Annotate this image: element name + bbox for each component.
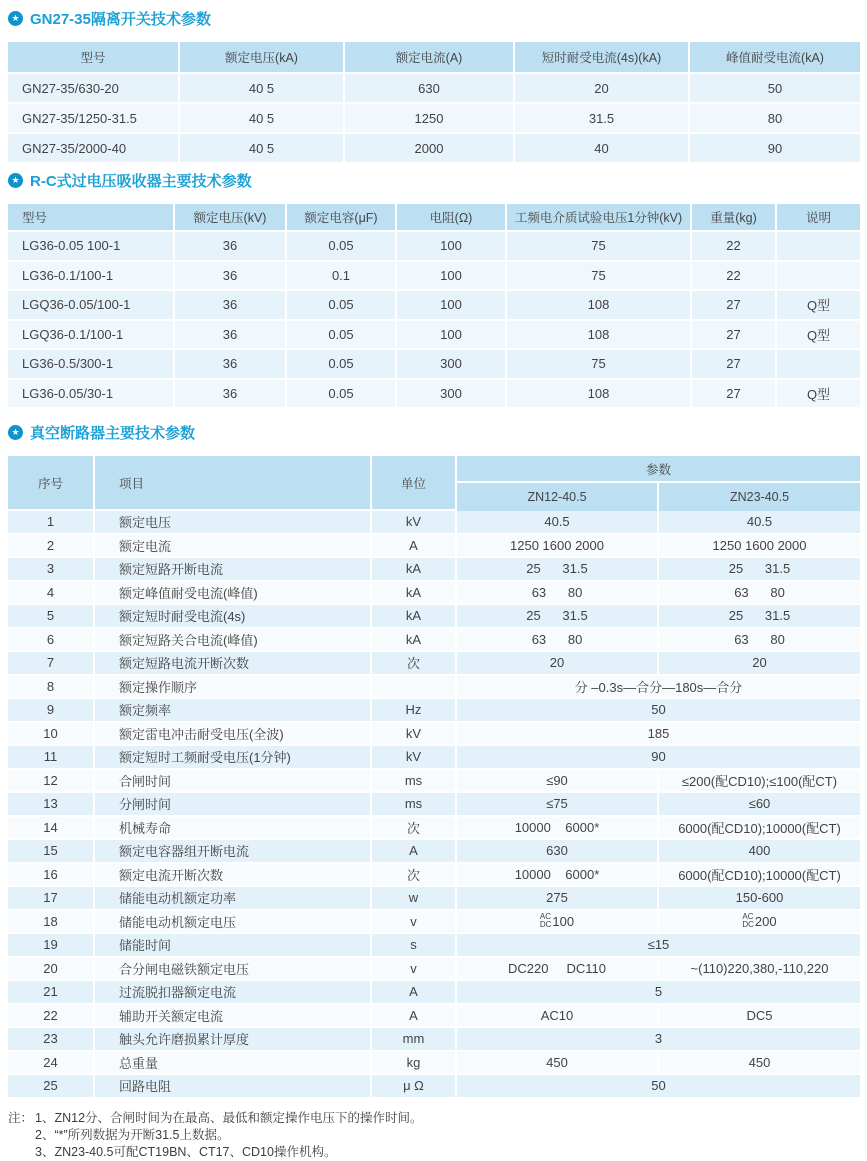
cell-value: 6000(配CD10);10000(配CT) (659, 817, 860, 841)
cell-unit: A (372, 981, 457, 1005)
cell-unit: A (372, 1005, 457, 1029)
cell-item: 过流脱扣器额定电流 (95, 981, 372, 1005)
cell-item: 储能电动机额定电压 (95, 911, 372, 935)
cell-unit: kV (372, 511, 457, 535)
cell-unit: mm (372, 1028, 457, 1052)
table-row (8, 605, 860, 629)
cell-note (777, 350, 860, 380)
cell-note (777, 232, 860, 262)
header-cell: 额定电流(A) (345, 42, 515, 74)
header-cell: 工频电介质试验电压1分钟(kV) (507, 204, 692, 232)
cell-value: 25 31.5 (457, 605, 659, 629)
cell-value: 40 5 (180, 104, 345, 134)
header-cell: 项目 (95, 456, 372, 511)
cell-value: 40 5 (180, 134, 345, 164)
cell-value: 108 (507, 291, 692, 321)
cell-no: 8 (8, 676, 95, 700)
cell-value: 108 (507, 321, 692, 351)
table-header-row (8, 456, 860, 511)
cell-no: 9 (8, 699, 95, 723)
cell-value: DC5 (659, 1005, 860, 1029)
cell-unit: Hz (372, 699, 457, 723)
cell-item: 额定电容器组开断电流 (95, 840, 372, 864)
cell-value: 108 (507, 380, 692, 410)
table-row (8, 723, 860, 747)
cell-item: 合闸时间 (95, 770, 372, 794)
gn27-parameters-table (8, 42, 860, 164)
notes-prefix: 注： (8, 1110, 34, 1125)
cell-unit: v (372, 911, 457, 935)
cell-value: 63 80 (659, 582, 860, 606)
cell-model: LGQ36-0.05/100-1 (8, 291, 175, 321)
cell-unit (372, 676, 457, 700)
cell-no: 10 (8, 723, 95, 747)
table-row (8, 958, 860, 982)
cell-no: 13 (8, 793, 95, 817)
table-row (8, 350, 860, 380)
cell-value: 25 31.5 (659, 558, 860, 582)
cell-model: GN27-35/1250-31.5 (8, 104, 180, 134)
cell-value: 50 (690, 74, 860, 104)
table-row (8, 793, 860, 817)
cell-no: 23 (8, 1028, 95, 1052)
table-row (8, 74, 860, 104)
table-row (8, 1005, 860, 1029)
cell-value-span: 分 –0.3s—合分—180s—合分 (457, 676, 860, 700)
table-row (8, 134, 860, 164)
cell-unit: ms (372, 770, 457, 794)
cell-value-span: 5 (457, 981, 860, 1005)
cell-no: 11 (8, 746, 95, 770)
cell-item: 总重量 (95, 1052, 372, 1076)
cell-no: 16 (8, 864, 95, 888)
header-cell: 单位 (372, 456, 457, 511)
cell-unit: kV (372, 746, 457, 770)
table-row (8, 934, 860, 958)
cell-item: 额定电流 (95, 535, 372, 559)
cell-value: 0.05 (287, 350, 397, 380)
cell-item: 额定短路电流开断次数 (95, 652, 372, 676)
header-param-group (457, 456, 860, 511)
table-row (8, 291, 860, 321)
cell-value: 0.05 (287, 380, 397, 410)
cell-unit: 次 (372, 864, 457, 888)
section-title-text: R-C式过电压吸收器主要技术参数 (30, 173, 252, 190)
cell-no: 2 (8, 535, 95, 559)
cell-item: 额定峰值耐受电流(峰值) (95, 582, 372, 606)
cell-value: 27 (692, 350, 777, 380)
cell-item: 回路电阻 (95, 1075, 372, 1099)
table-row (8, 770, 860, 794)
cell-no: 19 (8, 934, 95, 958)
acdc-stack: AC DC (539, 912, 552, 930)
cell-no: 7 (8, 652, 95, 676)
cell-value: DC220 DC110 (457, 958, 659, 982)
cell-value: 27 (692, 321, 777, 351)
cell-unit: w (372, 887, 457, 911)
cell-value: 36 (175, 350, 287, 380)
cell-unit: kA (372, 582, 457, 606)
star-bullet-icon: ★ (8, 173, 23, 188)
table-row (8, 817, 860, 841)
cell-value: 25 31.5 (457, 558, 659, 582)
note-item: 2、“*”所列数据为开断31.5上数据。 (35, 1127, 230, 1142)
table-row (8, 840, 860, 864)
cell-note: Q型 (777, 291, 860, 321)
cell-model: GN27-35/630-20 (8, 74, 180, 104)
cell-value: AC DC 200 (659, 911, 860, 935)
header-cell: 型号 (8, 204, 175, 232)
cell-item: 额定短时工频耐受电压(1分钟) (95, 746, 372, 770)
cell-no: 14 (8, 817, 95, 841)
cell-value: ≤90 (457, 770, 659, 794)
star-bullet-icon: ★ (8, 11, 23, 26)
cell-value-span: 90 (457, 746, 860, 770)
cell-value-span: 50 (457, 1075, 860, 1099)
section-title-rc (8, 170, 860, 191)
cell-item: 触头允许磨损累计厚度 (95, 1028, 372, 1052)
footnotes (8, 1110, 860, 1161)
header-cell: ZN23-40.5 (659, 483, 860, 511)
cell-no: 25 (8, 1075, 95, 1099)
cell-item: 分闸时间 (95, 793, 372, 817)
cell-value: 20 (659, 652, 860, 676)
cell-value: 63 80 (659, 629, 860, 653)
cell-value-span: 3 (457, 1028, 860, 1052)
cell-value: 36 (175, 291, 287, 321)
cell-value: 75 (507, 262, 692, 292)
cell-model: LGQ36-0.1/100-1 (8, 321, 175, 351)
cell-model: LG36-0.5/300-1 (8, 350, 175, 380)
cell-item: 辅助开关额定电流 (95, 1005, 372, 1029)
cell-value: 27 (692, 380, 777, 410)
cell-unit: kA (372, 629, 457, 653)
cell-item: 储能时间 (95, 934, 372, 958)
cell-no: 20 (8, 958, 95, 982)
table-row (8, 911, 860, 935)
rc-absorber-table (8, 204, 860, 409)
cell-note (777, 262, 860, 292)
cell-model: LG36-0.1/100-1 (8, 262, 175, 292)
cell-item: 储能电动机额定功率 (95, 887, 372, 911)
cell-no: 21 (8, 981, 95, 1005)
section-title-text: GN27-35隔离开关技术参数 (30, 11, 211, 28)
cell-value: 75 (507, 350, 692, 380)
table-header-row (8, 204, 860, 232)
table-row (8, 887, 860, 911)
cell-value: ≤60 (659, 793, 860, 817)
note-item: 1、ZN12分、合闸时间为在最高、最低和额定操作电压下的操作时间。 (35, 1110, 423, 1125)
cell-value: 36 (175, 321, 287, 351)
cell-value: 300 (397, 380, 507, 410)
header-cell: 型号 (8, 42, 180, 74)
cell-item: 额定短路关合电流(峰值) (95, 629, 372, 653)
header-cell: ZN12-40.5 (457, 483, 659, 511)
cell-no: 6 (8, 629, 95, 653)
cell-unit: A (372, 840, 457, 864)
cell-model: GN27-35/2000-40 (8, 134, 180, 164)
table-row (8, 1052, 860, 1076)
cell-value: ~(110)220,380,-110,220 (659, 958, 860, 982)
header-cell: 重量(kg) (692, 204, 777, 232)
cell-value: 10000 6000* (457, 817, 659, 841)
cell-value-span: ≤15 (457, 934, 860, 958)
cell-value: ≤75 (457, 793, 659, 817)
cell-value: 275 (457, 887, 659, 911)
cell-unit: kg (372, 1052, 457, 1076)
cell-value: 40.5 (659, 511, 860, 535)
note-item: 3、ZN23-40.5可配CT19BN、CT17、CD10操作机构。 (35, 1144, 337, 1159)
cell-value: 25 31.5 (659, 605, 860, 629)
cell-model: LG36-0.05 100-1 (8, 232, 175, 262)
cell-no: 17 (8, 887, 95, 911)
cell-value: 1250 1600 2000 (457, 535, 659, 559)
cell-unit: 次 (372, 817, 457, 841)
table-row (8, 676, 860, 700)
cell-no: 5 (8, 605, 95, 629)
table-row (8, 380, 860, 410)
cell-value: AC10 (457, 1005, 659, 1029)
section-title-gn27 (8, 8, 860, 29)
cell-value: 450 (659, 1052, 860, 1076)
cell-value: 630 (457, 840, 659, 864)
header-cell: 参数 (457, 456, 860, 481)
table-row (8, 746, 860, 770)
header-cell: 电阻(Ω) (397, 204, 507, 232)
cell-item: 额定电压 (95, 511, 372, 535)
header-cell: 说明 (777, 204, 860, 232)
cell-item: 额定操作顺序 (95, 676, 372, 700)
star-bullet-icon: ★ (8, 425, 23, 440)
cell-note: Q型 (777, 380, 860, 410)
cell-unit: kA (372, 605, 457, 629)
cell-value: 150-600 (659, 887, 860, 911)
cell-item: 额定频率 (95, 699, 372, 723)
cell-value: 0.05 (287, 291, 397, 321)
cell-value: 20 (515, 74, 690, 104)
table-row (8, 1028, 860, 1052)
cell-no: 15 (8, 840, 95, 864)
cell-value: 100 (397, 321, 507, 351)
header-cell: 额定电压(kA) (180, 42, 345, 74)
acdc-stack: AC DC (742, 912, 754, 930)
table-header-row (8, 42, 860, 74)
cell-value: 36 (175, 380, 287, 410)
cell-unit: v (372, 958, 457, 982)
cell-value: 300 (397, 350, 507, 380)
table-row (8, 232, 860, 262)
cell-value: 63 80 (457, 629, 659, 653)
cell-model: LG36-0.05/30-1 (8, 380, 175, 410)
table-row (8, 981, 860, 1005)
cell-unit: ms (372, 793, 457, 817)
table-row (8, 1075, 860, 1099)
cell-unit: 次 (372, 652, 457, 676)
cell-value: 100 (397, 232, 507, 262)
table-row (8, 629, 860, 653)
table-row (8, 511, 860, 535)
cell-value-span: 185 (457, 723, 860, 747)
cell-value: 36 (175, 232, 287, 262)
cell-value: 0.05 (287, 321, 397, 351)
cell-unit: s (372, 934, 457, 958)
cell-value: AC DC 100 (457, 911, 659, 935)
cell-item: 额定雷电冲击耐受电压(全波) (95, 723, 372, 747)
cell-no: 22 (8, 1005, 95, 1029)
cell-value-span: 50 (457, 699, 860, 723)
vacuum-breaker-table (8, 456, 860, 1099)
table-row (8, 321, 860, 351)
cell-unit: kV (372, 723, 457, 747)
cell-item: 额定短时耐受电流(4s) (95, 605, 372, 629)
cell-value: 1250 1600 2000 (659, 535, 860, 559)
cell-value: 27 (692, 291, 777, 321)
cell-value: 90 (690, 134, 860, 164)
table-row (8, 864, 860, 888)
cell-no: 12 (8, 770, 95, 794)
cell-item: 机械寿命 (95, 817, 372, 841)
cell-value: 40 (515, 134, 690, 164)
cell-value: 0.05 (287, 232, 397, 262)
table-row (8, 699, 860, 723)
cell-value: 20 (457, 652, 659, 676)
table-row (8, 558, 860, 582)
notes-list (35, 1110, 423, 1161)
cell-no: 1 (8, 511, 95, 535)
cell-value: 630 (345, 74, 515, 104)
header-cell: 峰值耐受电流(kA) (690, 42, 860, 74)
cell-no: 18 (8, 911, 95, 935)
table-row (8, 582, 860, 606)
table-row (8, 104, 860, 134)
cell-value: 40.5 (457, 511, 659, 535)
section-title-text: 真空断路器主要技术参数 (30, 425, 196, 442)
cell-item: 额定短路开断电流 (95, 558, 372, 582)
cell-value: 100 (397, 262, 507, 292)
cell-no: 4 (8, 582, 95, 606)
cell-value: 6000(配CD10);10000(配CT) (659, 864, 860, 888)
cell-value: ≤200(配CD10);≤100(配CT) (659, 770, 860, 794)
cell-note: Q型 (777, 321, 860, 351)
cell-item: 合分闸电磁铁额定电压 (95, 958, 372, 982)
cell-unit: kA (372, 558, 457, 582)
table-row (8, 262, 860, 292)
cell-value: 10000 6000* (457, 864, 659, 888)
table-row (8, 652, 860, 676)
cell-value: 22 (692, 262, 777, 292)
cell-value: 1250 (345, 104, 515, 134)
header-cell: 短时耐受电流(4s)(kA) (515, 42, 690, 74)
cell-no: 3 (8, 558, 95, 582)
cell-value: 2000 (345, 134, 515, 164)
header-cell: 额定电压(kV) (175, 204, 287, 232)
cell-value: 63 80 (457, 582, 659, 606)
cell-value: 31.5 (515, 104, 690, 134)
cell-unit: μ Ω (372, 1075, 457, 1099)
header-cell: 额定电容(μF) (287, 204, 397, 232)
cell-unit: A (372, 535, 457, 559)
cell-value: 40 5 (180, 74, 345, 104)
cell-value: 22 (692, 232, 777, 262)
table-row (8, 535, 860, 559)
cell-value: 450 (457, 1052, 659, 1076)
cell-value: 36 (175, 262, 287, 292)
cell-item: 额定电流开断次数 (95, 864, 372, 888)
cell-value: 75 (507, 232, 692, 262)
cell-value: 400 (659, 840, 860, 864)
header-cell: 序号 (8, 456, 95, 511)
cell-value: 80 (690, 104, 860, 134)
cell-value: 0.1 (287, 262, 397, 292)
cell-no: 24 (8, 1052, 95, 1076)
cell-value: 100 (397, 291, 507, 321)
section-title-vcb (8, 422, 860, 443)
